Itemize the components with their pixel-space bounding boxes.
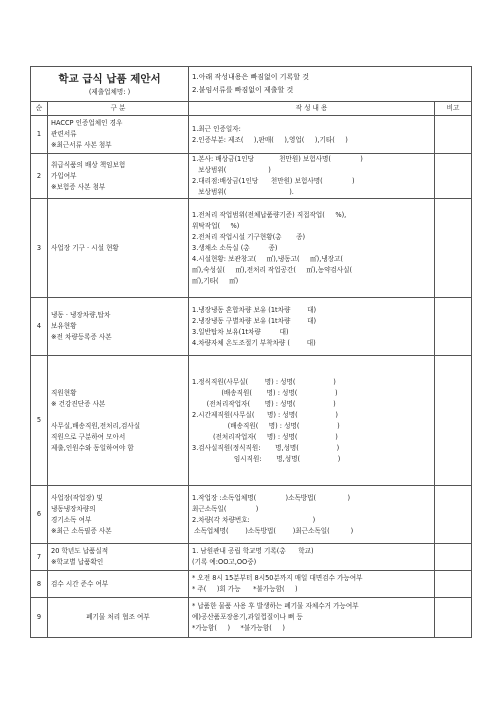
row-remarks	[435, 544, 472, 571]
col-no: 순	[31, 102, 48, 116]
header-row	[31, 67, 472, 102]
content-line: 2.차량(각 차량번호: )	[192, 515, 316, 524]
col-remarks: 비고	[435, 102, 472, 116]
content-line: 2.대리점:배상금(1인당 천만원) 보험사명( )	[192, 177, 355, 185]
content-line: 4.차량자체 온도조절기 부착차량 ( 대)	[192, 338, 316, 347]
row-content	[189, 571, 435, 598]
row-category: 20 학년도 납품실적 ※학교별 납품확인	[48, 544, 189, 571]
content-line: (배송직원( 명) : 성명( )	[192, 388, 338, 397]
row-number: 9	[31, 598, 48, 638]
content-line: (배송직원( 명) : 성명( )	[192, 421, 340, 430]
title-cell	[31, 67, 189, 102]
table-row	[31, 544, 472, 571]
row-remarks	[435, 298, 472, 356]
row-number: 7	[31, 544, 48, 571]
content-line: 임시직원: 명,성명( )	[192, 454, 341, 463]
row-number: 3	[31, 199, 48, 298]
column-header-row	[31, 102, 472, 116]
row-category: 취급식품의 배상 책임보험 가입여부 ※보험증 사본 첨부	[48, 154, 189, 199]
row-remarks	[435, 116, 472, 154]
content-line: 3.일반탑차 보유(1t차량 대)	[192, 327, 289, 336]
table-row	[31, 199, 472, 298]
row-remarks	[435, 571, 472, 598]
col-category: 구 분	[48, 102, 189, 116]
row-content	[189, 199, 435, 298]
content-line: 3.생채소 소독실 (총 종)	[192, 243, 278, 252]
row-content	[189, 356, 435, 486]
content-line: 1.냉장냉동 혼합차량 보유 (1t차량 대)	[192, 305, 317, 314]
content-line: (전처리작업자( 명) : 성명( )	[192, 399, 336, 408]
table-row	[31, 571, 472, 598]
instruction-1: 1.아래 작성내용은 빠짐없이 기록할 것	[192, 73, 310, 81]
content-line: (전처리작업자( 명) : 성명( )	[192, 432, 338, 441]
content-line: * 주( )회 가능 *불가능함( )	[192, 585, 298, 593]
content-line: 1.본사: 배상금(1인당 천만원) 보험사명( )	[192, 155, 363, 163]
row-remarks	[435, 486, 472, 544]
content-line: 2.전처리 작업시설 기구현황(총 종)	[192, 232, 306, 241]
content-line: 예)공산품포장용기,과일껍질이나 뼈 등	[192, 613, 303, 621]
row-remarks	[435, 598, 472, 638]
row-category: 폐기물 처리 협조 여부	[48, 598, 189, 638]
row-content	[189, 116, 435, 154]
content-line: 1.전처리 작업범위(전체납품량기준) 직접작업( %),	[192, 210, 347, 219]
content-line: 2.냉장냉동 구별차량 보유 (1t차량 대)	[192, 316, 317, 325]
content-line: 1.작업장 :소독업체명( )소독방법( )	[192, 493, 351, 502]
content-line: 4.시설현황: 보관창고( ㎡),냉동고( ㎡),냉장고(	[192, 254, 343, 263]
row-number: 6	[31, 486, 48, 544]
content-line: 소독업체명( )소독방법( )최근소독일( )	[192, 526, 354, 535]
table-row	[31, 356, 472, 486]
row-content	[189, 544, 435, 571]
row-category: 검수 시간 준수 여부	[48, 571, 189, 598]
row-number: 4	[31, 298, 48, 356]
row-content	[189, 598, 435, 638]
table-row	[31, 298, 472, 356]
row-remarks	[435, 154, 472, 199]
content-line: (기록 예:OO고,OO중)	[192, 558, 257, 566]
row-number: 8	[31, 571, 48, 598]
instructions-cell	[189, 67, 472, 102]
content-line: 1.최근 인증일자:	[192, 124, 241, 133]
row-category: 사업장(작업장) 및 냉동냉장차량의 경기소독 여부 ※최근 소독필증 사본	[48, 486, 189, 544]
row-remarks	[435, 356, 472, 486]
content-line: * 납품한 물품 사용 후 발생하는 폐기물 자체수거 가능여부	[192, 602, 359, 610]
content-line: 보상범위( ).	[192, 188, 294, 196]
row-number: 1	[31, 116, 48, 154]
proposal-form	[30, 66, 471, 638]
table-row	[31, 486, 472, 544]
content-line: * 오전 8시 15분부터 8시50분까지 매일 대면검수 가능여부	[192, 574, 363, 582]
proposal-table	[30, 66, 472, 638]
row-content	[189, 154, 435, 199]
content-line: ㎡),숙성실( ㎡),전처리 작업공간( ㎡),농약검사실(	[192, 265, 353, 274]
table-row	[31, 154, 472, 199]
row-content	[189, 298, 435, 356]
row-remarks	[435, 199, 472, 298]
company-name-label: (제출업체명: )	[88, 87, 131, 96]
page-title: 학교 급식 납품 제안서	[58, 72, 161, 85]
col-content: 작 성 내 용	[189, 102, 435, 116]
table-row	[31, 116, 472, 154]
content-line: 1.정식직원(사무실( 명) : 성명( )	[192, 377, 336, 386]
row-number: 2	[31, 154, 48, 199]
row-category: 냉동 · 냉장차량,탑차 보유현황 ※전 차량등록증 사본	[48, 298, 189, 356]
content-line: 3.검사실직원(정식직원: 명,성명( )	[192, 443, 340, 452]
content-line: 1. 남원관내 공립 학교명 기록(총 학교)	[192, 547, 314, 555]
content-line: 2.인증부분: 제조( ),판매( ),영업( ),기타( )	[192, 135, 348, 144]
content-line: 보상범위( )	[192, 166, 271, 174]
content-line: 최근소독일( )	[192, 504, 259, 513]
content-line: ㎡),기타( ㎡)	[192, 276, 239, 285]
instruction-2: 2.붙임서류를 빠짐없이 제출할 것	[192, 86, 294, 94]
row-category: 직원현황 ※ 건강진단증 사본 사무실,배송직원,전처리,검사실 직원으로 구분하여 모아서 제출,인원수와 동일하여야 함	[48, 356, 189, 486]
table-row	[31, 598, 472, 638]
row-category: 사업장 기구 · 시설 현황	[48, 199, 189, 298]
content-line: *가능함( ) *불가능함( )	[192, 624, 285, 632]
content-line: 위탁작업( %)	[192, 221, 240, 230]
row-number: 5	[31, 356, 48, 486]
row-category: HACCP 인증업체인 경우 관련서류 ※최근서류 사본 첨부	[48, 116, 189, 154]
row-content	[189, 486, 435, 544]
content-line: 2.시간제직원(사무실( 명) : 성명( )	[192, 410, 338, 419]
